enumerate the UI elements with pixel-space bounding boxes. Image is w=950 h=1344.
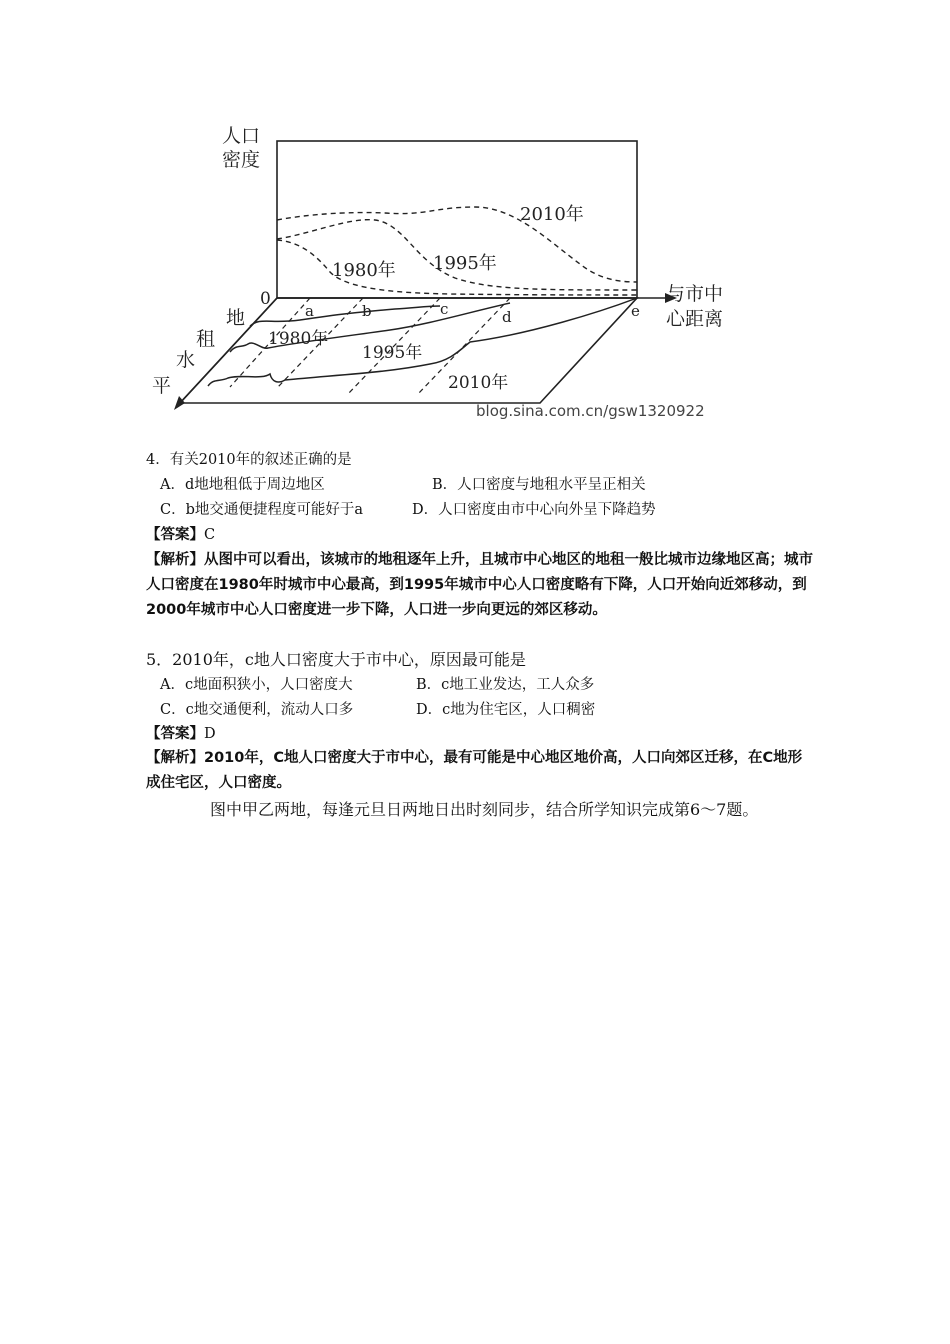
rent-curve-1980 — [250, 306, 440, 326]
next-questions-intro: 图中甲乙两地，每逢元旦日两地日出时刻同步，结合所学知识完成第6～7题。 — [210, 800, 759, 819]
q5-answer — [146, 724, 216, 744]
q5-answer-value: D — [204, 726, 216, 742]
rent-label-2010: 2010年 — [448, 373, 509, 393]
curve-label-1980: 1980年 — [332, 260, 396, 281]
q5-option-d: D．c地为住宅区，人口稠密 — [416, 702, 596, 718]
q4-analysis: 【解析】从图中可以看出，该城市的地租逐年上升，且城市中心地区的地租一般比城市边缘地区高；城市人口密度在1980年时城市中心最高，到1995年城市中心人口密度略有下降，人口开始向近郊移动，到2000年城市中心人口密度进一步下降，人口进一步向更远的郊区移动。 — [146, 552, 813, 618]
point-label-d: d — [502, 308, 512, 326]
q4-option-d: D．人口密度由市中心向外呈下降趋势 — [412, 502, 656, 518]
rent-label-1980: 1980年 — [268, 329, 329, 349]
z-axis-label-char-2: 租 — [196, 328, 216, 350]
point-label-a: a — [305, 302, 314, 320]
z-axis-label-char-4: 平 — [152, 375, 172, 397]
q4-answer-label: 【答案】 — [146, 527, 204, 543]
q5-option-b: B．c地工业发达，工人众多 — [416, 677, 595, 693]
y-axis-label-line2: 密度 — [222, 149, 261, 171]
point-label-c: c — [440, 300, 449, 318]
point-label-e: e — [631, 302, 640, 320]
y-axis-label-line1: 人口 — [222, 125, 261, 147]
z-axis-arrow-icon — [174, 396, 185, 410]
watermark-text: blog.sina.com.cn/gsw1320922 — [476, 402, 705, 420]
point-label-b: b — [362, 302, 372, 320]
q4-answer — [146, 525, 215, 545]
x-axis-label-line2: 心距离 — [666, 308, 724, 330]
rent-label-1995: 1995年 — [362, 343, 423, 363]
z-axis-label-char-1: 地 — [226, 307, 246, 329]
diagram-svg — [150, 112, 750, 434]
x-axis-label-line1: 与市中 — [666, 283, 724, 305]
q5-option-c: C．c地交通便利，流动人口多 — [160, 702, 354, 718]
origin-label: 0 — [260, 289, 271, 309]
q4-option-c: C．b地交通便捷程度可能好于a — [160, 502, 364, 518]
q4-stem: 4．有关2010年的叙述正确的是 — [146, 452, 352, 468]
population-rent-diagram — [150, 112, 750, 434]
q5-analysis: 【解析】2010年，C地人口密度大于市中心，最有可能是中心地区地价高，人口向郊区迁移，在C地形成住宅区，人口密度。 — [146, 750, 803, 791]
q4-option-b: B．人口密度与地租水平呈正相关 — [432, 477, 646, 493]
curve-label-1995: 1995年 — [433, 253, 497, 274]
q4-answer-value: C — [204, 527, 216, 543]
q5-option-a: A．c地面积狭小，人口密度大 — [160, 677, 353, 693]
q5-answer-label: 【答案】 — [146, 726, 204, 742]
z-axis-label-char-3: 水 — [176, 349, 196, 371]
q4-option-a: A．d地地租低于周边地区 — [160, 477, 325, 493]
curve-label-2010: 2010年 — [520, 204, 584, 225]
q5-stem: 5．2010年，c地人口密度大于市中心，原因最可能是 — [146, 650, 526, 669]
